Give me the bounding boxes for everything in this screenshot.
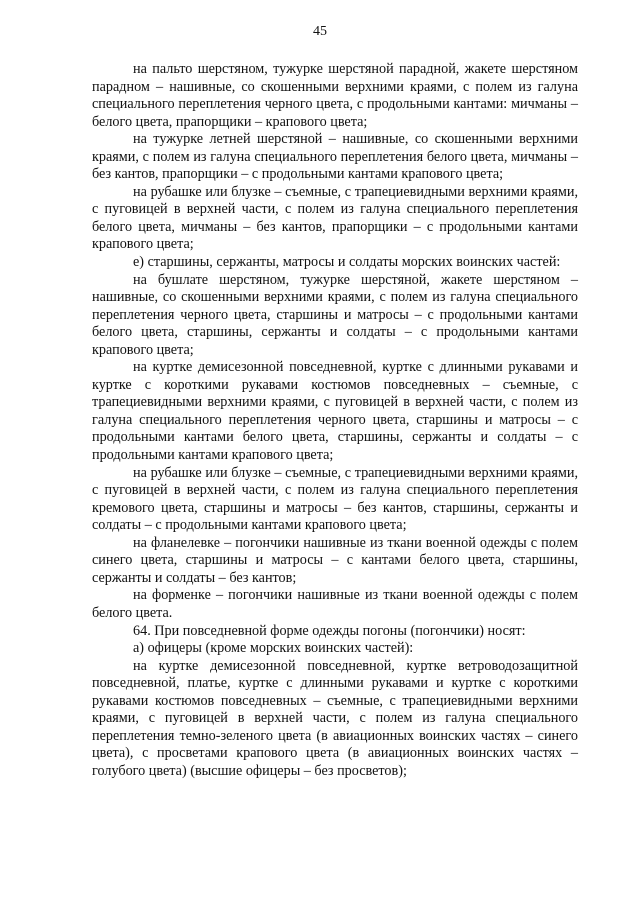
page-number: 45: [313, 24, 327, 39]
paragraph: на куртке демисезонной повседневной, куртке с длинными рукавами и куртке с короткими рукавами костюмов повседневных – съемные, с трапециевидными верхними краями, с пуговицей в верхней части, с полем из галуна специального переплетения черного цвета, старшины и матросы – с продольными кантами белого цвета, старшины, сержанты и солдаты – с продольными кантами крапового цвета;: [92, 359, 578, 464]
paragraph: на тужурке летней шерстяной – нашивные, со скошенными верхними краями, с полем из галуна специального переплетения белого цвета, мичманы – без кантов, прапорщики – с продольными кантами крапового цвета;: [92, 131, 578, 183]
paragraph: на фланелевке – погончики нашивные из ткани военной одежды с полем синего цвета, старшины и матросы – с кантами белого цвета, старшины, сержанты и солдаты – без кантов;: [92, 534, 578, 586]
paragraph: а) офицеры (кроме морских воинских частей):: [133, 640, 414, 657]
paragraph: на куртке демисезонной повседневной, куртке ветроводозащитной повседневной, платье, куртке с длинными рукавами и куртке с короткими рукавами костюмов повседневных – съемные, с трапециевидными верхними краями, с пуговицей в верхней части, с полем из галуна специального переплетения темно-зеленого цвета (в авиационных воинских частях – синего цвета), с просветами крапового цвета (в авиационных воинских частях – голубого цвета) (высшие офицеры – без просветов);: [92, 657, 578, 779]
paragraph: е) старшины, сержанты, матросы и солдаты морских воинских частей:: [133, 254, 561, 271]
section-heading: 64. При повседневной форме одежды погоны (погончики) носят:: [133, 622, 526, 639]
paragraph: на рубашке или блузке – съемные, с трапециевидными верхними краями, с пуговицей в верхней части, с полем из галуна специального переплетения белого цвета, мичманы – без кантов, прапорщики – с продольными кантами крапового цвета;: [92, 183, 578, 253]
paragraph: на форменке – погончики нашивные из ткани военной одежды с полем белого цвета.: [92, 587, 578, 621]
paragraph: на бушлате шерстяном, тужурке шерстяной, жакете шерстяном – нашивные, со скошенными верхними краями, с полем из галуна специального переплетения черного цвета, старшины и матросы – с продольными кантами белого цвета, старшины, сержанты и солдаты – с продольными кантами крапового цвета;: [92, 271, 578, 358]
paragraph: на пальто шерстяном, тужурке шерстяной парадной, жакете шерстяном парадном – нашивные, со скошенными верхними краями, с полем из галуна специального переплетения черного цвета, с продольными кантами: мичманы – белого цвета, прапорщики – крапового цвета;: [92, 61, 578, 130]
paragraph: на рубашке или блузке – съемные, с трапециевидными верхними краями, с пуговицей в верхней части, с полем из галуна специального переплетения кремового цвета, старшины и матросы – без кантов, старшины, сержанты и солдаты – с продольными кантами крапового цвета;: [92, 464, 578, 534]
body-text: [92, 61, 578, 780]
